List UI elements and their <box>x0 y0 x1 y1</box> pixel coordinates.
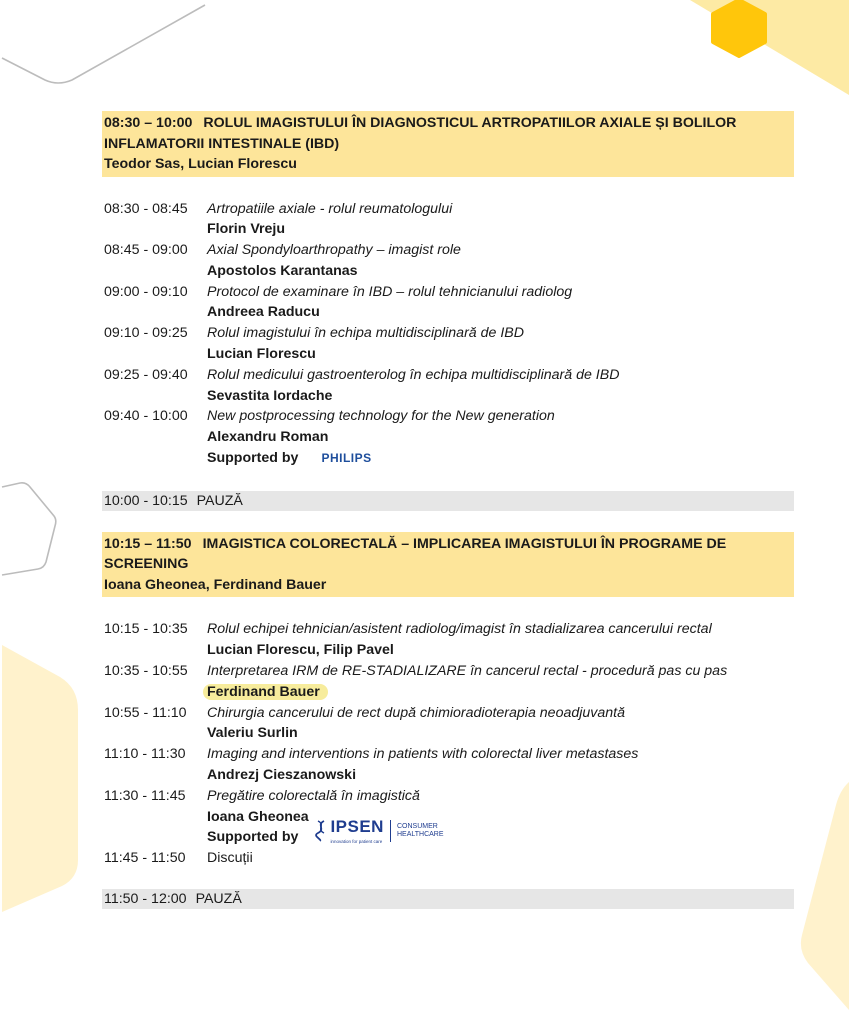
talk-time: 08:45 - 09:00 <box>104 242 188 259</box>
talk-title: Rolul echipei tehnician/asistent radiolog/imagist în stadializarea cancerului rectal <box>207 621 712 638</box>
ipsen-division-line-2: HEALTHCARE <box>396 830 444 838</box>
talk-title: Axial Spondyloarthropathy – imagist role <box>207 242 461 259</box>
talk-time: 10:35 - 10:55 <box>104 662 188 679</box>
session-time: 10:15 – 11:50 <box>104 535 192 552</box>
break-time: 10:00 - 10:15 <box>104 492 188 509</box>
talk-speaker: Alexandru Roman <box>207 429 329 446</box>
break-label: PAUZĂ <box>196 492 243 509</box>
talk-time: 10:15 - 10:35 <box>104 621 188 638</box>
gray-outline-left-hexagon <box>2 483 56 575</box>
philips-logo: PHILIPS <box>321 451 372 466</box>
talk-title: New postprocessing technology for the New generation <box>207 408 555 425</box>
talk-speaker: Andrezj Cieszanowski <box>207 766 357 783</box>
yellow-hexagon <box>713 0 765 56</box>
talk-title: Protocol de examinare în IBD – rolul tehnicianului radiolog <box>207 283 573 300</box>
talk-item <box>104 848 794 869</box>
talk-list <box>104 199 794 469</box>
talk-speaker <box>104 682 794 703</box>
talk-title: Discuții <box>207 850 253 867</box>
talk-speaker: Apostolos Karantanas <box>207 262 358 279</box>
session-chairs: Ioana Gheonea, Ferdinand Bauer <box>104 576 327 593</box>
talk-time: 11:10 - 11:30 <box>104 746 186 763</box>
talk-time: 09:10 - 09:25 <box>104 325 188 342</box>
ipsen-division-line-1: CONSUMER <box>396 822 438 830</box>
talk-time: 11:30 - 11:45 <box>104 787 186 804</box>
talk-speaker: Lucian Florescu <box>207 346 316 363</box>
session-1 <box>104 111 794 469</box>
sponsor-row <box>104 448 794 469</box>
talk-item <box>104 323 794 365</box>
highlighted-speaker: Ferdinand Bauer <box>203 684 328 700</box>
talk-item <box>104 619 794 661</box>
talk-title: Rolul medicului gastroenterolog în echipa multidisciplinară de IBD <box>207 366 620 383</box>
talk-title: Artropatiile axiale - rolul reumatologului <box>207 200 453 217</box>
talk-item <box>104 240 794 282</box>
talk-title: Pregătire colorectală în imagistică <box>207 787 420 804</box>
yellow-shape-right <box>801 782 849 1010</box>
talk-item <box>104 406 794 468</box>
break-row <box>102 491 794 511</box>
talk-speaker: Andreea Raducu <box>207 304 320 321</box>
program-schedule <box>104 111 794 909</box>
ipsen-tagline: innovation for patient care <box>330 838 383 844</box>
gray-outline-top-left <box>2 5 205 83</box>
talk-time: 11:45 - 11:50 <box>104 850 186 867</box>
supported-by-label: Supported by <box>207 450 299 467</box>
talk-title: Rolul imagistului în echipa multidisciplinară de IBD <box>207 325 525 342</box>
talk-item <box>104 365 794 407</box>
logo-divider <box>390 820 391 842</box>
supported-by-label: Supported by <box>207 829 299 846</box>
talk-time: 09:25 - 09:40 <box>104 366 188 383</box>
talk-time: 09:40 - 10:00 <box>104 408 188 425</box>
talk-speaker: Sevastita Iordache <box>207 387 333 404</box>
talk-title: Chirurgia cancerului de rect după chimioradioterapia neoadjuvantă <box>207 704 625 721</box>
session-header <box>102 111 794 177</box>
break-time: 11:50 - 12:00 <box>104 890 187 907</box>
break-row <box>102 889 794 909</box>
ipsen-division <box>397 823 444 839</box>
yellow-band-top-right <box>690 0 849 95</box>
talk-item <box>104 786 794 848</box>
talk-item <box>104 703 794 745</box>
ipsen-wordmark: IPSEN <box>330 816 384 836</box>
talk-item <box>104 199 794 241</box>
ipsen-logo <box>314 818 443 844</box>
talk-time: 09:00 - 09:10 <box>104 283 188 300</box>
talk-item <box>104 282 794 324</box>
session-title: IMAGISTICA COLORECTALĂ – IMPLICAREA IMAGISTULUI ÎN PROGRAME DE SCREENING <box>104 535 727 573</box>
talk-speaker: Florin Vreju <box>207 221 286 238</box>
talk-title: Imaging and interventions in patients with colorectal liver metastases <box>207 746 639 763</box>
talk-speaker: Lucian Florescu, Filip Pavel <box>207 642 394 659</box>
talk-item <box>104 661 794 703</box>
session-time: 08:30 – 10:00 <box>104 115 193 131</box>
talk-time: 08:30 - 08:45 <box>104 200 188 217</box>
session-header <box>102 532 794 598</box>
talk-time: 10:55 - 11:10 <box>104 704 187 721</box>
yellow-shape-left <box>2 645 78 912</box>
talk-speaker: Ioana Gheonea <box>207 808 309 825</box>
talk-speaker: Valeriu Surlin <box>207 725 298 742</box>
talk-title: Interpretarea IRM de RE-STADIALIZARE în cancerul rectal - procedură pas cu pas <box>207 662 728 679</box>
break-label: PAUZĂ <box>195 890 242 907</box>
talk-list <box>104 619 794 869</box>
session-2 <box>104 532 794 869</box>
session-chairs: Teodor Sas, Lucian Florescu <box>104 156 297 172</box>
session-title: ROLUL IMAGISTULUI ÎN DIAGNOSTICUL ARTROPATIILOR AXIALE ȘI BOLILOR INFLAMATORII INTESTINALE (IBD) <box>104 115 737 152</box>
ipsen-helix-icon <box>314 820 328 842</box>
talk-item <box>104 744 794 786</box>
